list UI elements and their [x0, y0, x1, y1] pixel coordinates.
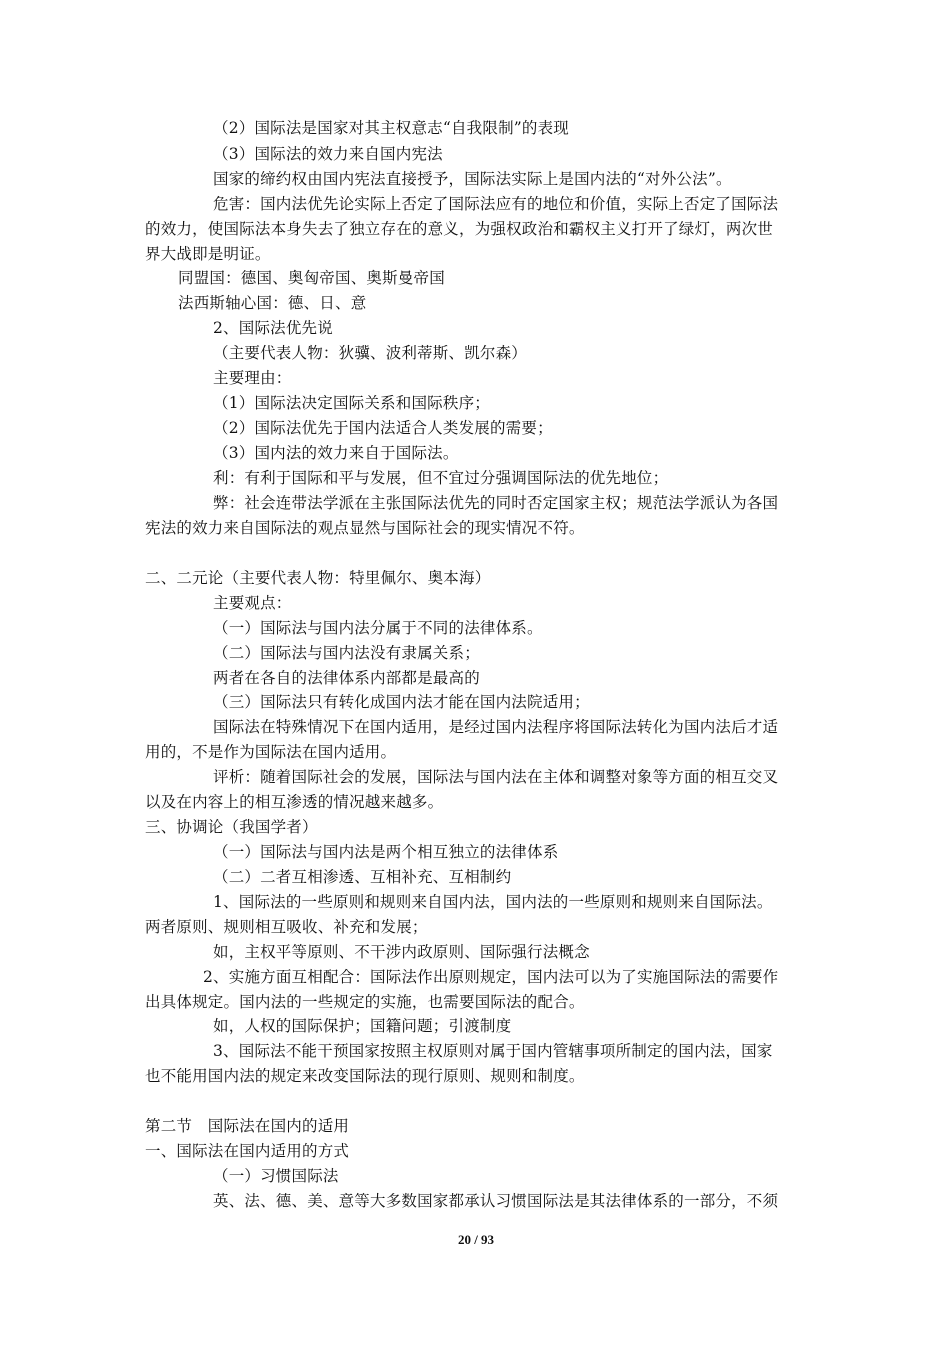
page-number: 20 / 93	[457, 1232, 495, 1247]
text-line: 利：有利于国际和平与发展，但不宜过分强调国际法的优先地位；	[213, 469, 669, 487]
text-line: （3）国内法的效力来自于国际法。	[213, 444, 459, 462]
text-line: 如，人权的国际保护；国籍问题；引渡制度	[213, 1017, 512, 1035]
text-line: （一）国际法与国内法分属于不同的法律体系。	[213, 619, 543, 637]
text-line: 国家的缔约权由国内宪法直接授予，国际法实际上是国内法的“对外公法”。	[213, 170, 732, 188]
text-line: 弊：社会连带法学派在主张国际法优先的同时否定国家主权；规范法学派认为各国	[213, 494, 779, 512]
section-heading: 第二节 国际法在国内的适用	[145, 1117, 350, 1135]
text-line: （一）国际法与国内法是两个相互独立的法律体系	[213, 843, 559, 861]
text-line: 以及在内容上的相互渗透的情况越来越多。	[145, 793, 444, 811]
text-line: 评析：随着国际社会的发展，国际法与国内法在主体和调整对象等方面的相互交叉	[213, 768, 779, 786]
text-line: 一、国际法在国内适用的方式	[145, 1142, 350, 1160]
text-line: （2）国际法优先于国内法适合人类发展的需要；	[213, 419, 553, 437]
text-line: 两者在各自的法律体系内部都是最高的	[213, 669, 480, 687]
text-line: 主要观点：	[213, 594, 292, 612]
text-line: 界大战即是明证。	[145, 245, 271, 263]
text-line: （主要代表人物：狄骥、波利蒂斯、凯尔森）	[213, 344, 528, 362]
text-line: 如，主权平等原则、不干涉内政原则、国际强行法概念	[213, 943, 590, 961]
text-line: 二、二元论（主要代表人物：特里佩尔、奥本海）	[145, 569, 491, 587]
text-line: 出具体规定。国内法的一些规定的实施，也需要国际法的配合。	[145, 993, 585, 1011]
text-line: 2、国际法优先说	[213, 319, 333, 337]
text-line: 宪法的效力来自国际法的观点显然与国际社会的现实情况不符。	[145, 519, 585, 537]
text-line: 1、国际法的一些原则和规则来自国内法，国内法的一些原则和规则来自国际法。	[213, 893, 773, 911]
text-line: （二）二者互相渗透、互相补充、互相制约	[213, 868, 512, 886]
text-line: 三、协调论（我国学者）	[145, 818, 318, 836]
text-line: 用的，不是作为国际法在国内适用。	[145, 743, 397, 761]
text-line: （一）习惯国际法	[213, 1167, 339, 1185]
text-line: 法西斯轴心国：德、日、意	[178, 294, 367, 312]
text-line: （二）国际法与国内法没有隶属关系；	[213, 644, 480, 662]
text-line: （2）国际法是国家对其主权意志“自我限制”的表现	[213, 119, 570, 137]
text-line: 国际法在特殊情况下在国内适用，是经过国内法程序将国际法转化为国内法后才适	[213, 718, 779, 736]
text-line: 也不能用国内法的规定来改变国际法的现行原则、规则和制度。	[145, 1067, 585, 1085]
text-line: 2、实施方面互相配合：国际法作出原则规定，国内法可以为了实施国际法的需要作	[203, 968, 779, 986]
text-line: 主要理由：	[213, 369, 292, 387]
text-line: 同盟国：德国、奥匈帝国、奥斯曼帝国	[178, 269, 445, 287]
text-line: （三）国际法只有转化成国内法才能在国内法院适用；	[213, 693, 590, 711]
text-line: 的效力，使国际法本身失去了独立存在的意义，为强权政治和霸权主义打开了绿灯，两次世	[145, 220, 774, 238]
text-line: （3）国际法的效力来自国内宪法	[213, 145, 443, 163]
text-line: 英、法、德、美、意等大多数国家都承认习惯国际法是其法律体系的一部分，不须	[213, 1192, 779, 1210]
text-line: 危害：国内法优先论实际上否定了国际法应有的地位和价值，实际上否定了国际法	[213, 195, 779, 213]
text-line: （1）国际法决定国际关系和国际秩序；	[213, 394, 490, 412]
text-line: 两者原则、规则相互吸收、补充和发展；	[145, 918, 428, 936]
text-line: 3、国际法不能干预国家按照主权原则对属于国内管辖事项所制定的国内法，国家	[213, 1042, 773, 1060]
